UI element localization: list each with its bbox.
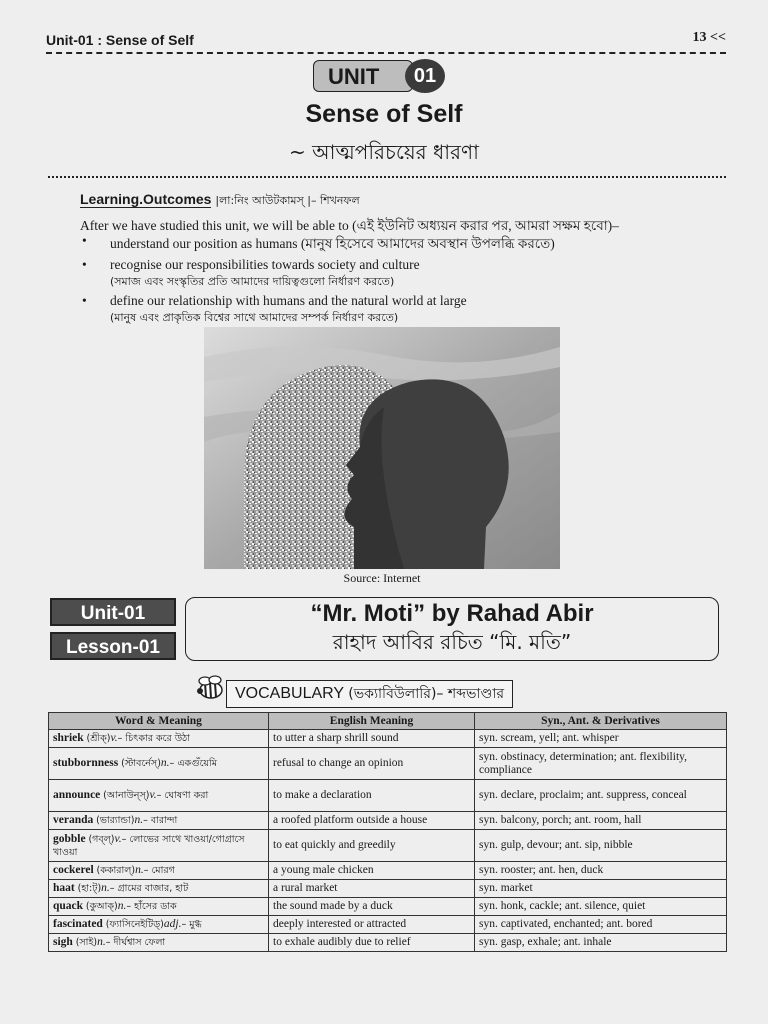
vocab-meaning-bn: – মোরগ bbox=[143, 865, 175, 876]
running-header bbox=[46, 30, 726, 56]
vocab-pron: (সাই) bbox=[75, 937, 98, 948]
word-cell bbox=[49, 812, 269, 830]
vocab-pos: n. bbox=[135, 864, 144, 876]
synonym-cell: syn. market bbox=[475, 880, 727, 898]
unit-tag: Unit-01 bbox=[50, 598, 176, 626]
vocab-meaning-bn: – হাঁসের ডাক bbox=[126, 901, 177, 912]
outcome-text: recognise our responsibilities towards society and culture bbox=[110, 257, 420, 272]
vocab-word: gobble bbox=[53, 832, 86, 845]
vocab-word: fascinated bbox=[53, 918, 103, 930]
vocab-pron: (গব্‌ল্‌) bbox=[88, 833, 115, 845]
synonym-cell: syn. gulp, devour; ant. sip, nibble bbox=[475, 830, 727, 862]
synonym-cell: syn. honk, cackle; ant. silence, quiet bbox=[475, 898, 727, 916]
bee-icon bbox=[195, 673, 225, 703]
table-row bbox=[49, 862, 727, 880]
word-cell bbox=[49, 898, 269, 916]
synonym-cell: syn. scream, yell; ant. whisper bbox=[475, 730, 727, 748]
list-item bbox=[80, 293, 680, 328]
vocab-pos: n. bbox=[117, 900, 127, 912]
word-cell bbox=[49, 916, 269, 934]
synonym-cell: syn. obstinacy, determination; ant. flexibility, compliance bbox=[475, 748, 727, 780]
vocab-meaning-bn: – ঘোষণা করা bbox=[156, 790, 209, 801]
vocabulary-table bbox=[48, 712, 727, 952]
lesson-title-box bbox=[185, 597, 719, 661]
vocab-pos: adj. bbox=[163, 918, 182, 930]
word-cell bbox=[49, 880, 269, 898]
learning-outcomes-label: Learning.Outcomes bbox=[80, 191, 212, 207]
vocab-word: shriek bbox=[53, 732, 84, 744]
column-header: English Meaning bbox=[269, 713, 475, 730]
vocab-pos: v. bbox=[114, 832, 122, 845]
vocabulary-rows bbox=[49, 730, 727, 952]
english-meaning-cell: deeply interested or attracted bbox=[269, 916, 475, 934]
list-item bbox=[80, 233, 680, 256]
lesson-tag: Lesson-01 bbox=[50, 632, 176, 660]
english-meaning-cell: refusal to change an opinion bbox=[269, 748, 475, 780]
vocab-pron: (আনাউন্‌স্‌) bbox=[103, 790, 150, 801]
english-meaning-cell: to eat quickly and greedily bbox=[269, 830, 475, 862]
learning-outcomes-heading bbox=[80, 191, 360, 211]
vocab-pos: n. bbox=[97, 936, 106, 948]
vocab-word: veranda bbox=[53, 814, 94, 826]
vocab-pron: (হা:ট্‌) bbox=[77, 883, 102, 894]
vocabulary-label: VOCABULARY bbox=[235, 685, 344, 702]
vocabulary-heading bbox=[226, 680, 513, 708]
learning-outcomes-pronunciation: |লা:নিং আউটকামস্‌ |– শিখনফল bbox=[215, 194, 360, 207]
synonym-cell: syn. captivated, enchanted; ant. bored bbox=[475, 916, 727, 934]
word-cell bbox=[49, 830, 269, 862]
learning-outcomes-intro: After we have studied this unit, we will be able to (এই ইউনিট অধ্যয়ন করার পর, আমরা সক্ষম হবো)– bbox=[80, 218, 619, 233]
head-silhouettes-illustration bbox=[204, 327, 560, 569]
learning-outcomes-list bbox=[80, 233, 680, 329]
vocab-word: stubbornness bbox=[53, 757, 119, 769]
vocab-word: haat bbox=[53, 882, 75, 894]
english-meaning-cell: to exhale audibly due to relief bbox=[269, 934, 475, 952]
unit-title-bengali: ~ আত্মপরিচয়ের ধারণা bbox=[289, 140, 479, 164]
vocab-word: announce bbox=[53, 789, 101, 801]
english-meaning-cell: a young male chicken bbox=[269, 862, 475, 880]
word-cell bbox=[49, 730, 269, 748]
section-divider bbox=[48, 176, 726, 178]
vocab-meaning-bn: – গ্রামের বাজার, হাট bbox=[109, 883, 189, 894]
table-row bbox=[49, 830, 727, 862]
unit-title: Sense of Self bbox=[305, 100, 463, 128]
unit-label: UNIT bbox=[313, 60, 413, 92]
table-header-row bbox=[49, 713, 727, 730]
table-row bbox=[49, 730, 727, 748]
vocab-pos: n. bbox=[160, 757, 170, 769]
vocab-meaning-bn: – দীর্ঘশ্বাস ফেলা bbox=[105, 937, 166, 948]
vocab-word: cockerel bbox=[53, 864, 94, 876]
outcome-text-bengali: (মানুষ এবং প্রাকৃতিক বিশ্বের সাথে আমাদের সম্পর্ক নির্ধারণ করতে) bbox=[110, 311, 399, 324]
vocab-meaning-bn: – একগুঁয়েমি bbox=[169, 758, 218, 769]
vocab-pron: (ককারাল্‌) bbox=[96, 865, 136, 876]
synonym-cell: syn. balcony, porch; ant. room, hall bbox=[475, 812, 727, 830]
image-caption: Source: Internet bbox=[343, 571, 421, 585]
english-meaning-cell: to make a declaration bbox=[269, 780, 475, 812]
unit-number: 01 bbox=[405, 59, 445, 93]
header-divider bbox=[46, 52, 726, 54]
synonym-cell: syn. gasp, exhale; ant. inhale bbox=[475, 934, 727, 952]
table-row bbox=[49, 898, 727, 916]
table-row bbox=[49, 748, 727, 780]
english-meaning-cell: a rural market bbox=[269, 880, 475, 898]
list-item bbox=[80, 257, 680, 292]
table-row bbox=[49, 934, 727, 952]
column-header: Word & Meaning bbox=[49, 713, 269, 730]
synonym-cell: syn. rooster; ant. hen, duck bbox=[475, 862, 727, 880]
bullet-icon: • bbox=[82, 233, 87, 248]
bullet-icon: • bbox=[82, 257, 87, 272]
word-cell bbox=[49, 748, 269, 780]
vocab-pron: (শ্রীক্‌) bbox=[86, 733, 111, 744]
vocab-pron: (ফ্যাসিনেইটিড্‌) bbox=[105, 919, 164, 930]
vocab-word: quack bbox=[53, 900, 84, 912]
word-cell bbox=[49, 780, 269, 812]
unit-badge bbox=[313, 60, 453, 94]
synonym-cell: syn. declare, proclaim; ant. suppress, conceal bbox=[475, 780, 727, 812]
english-meaning-cell: a roofed platform outside a house bbox=[269, 812, 475, 830]
vocabulary-label-bengali: (ভক্যাবিউলারি)– শব্দভাণ্ডার bbox=[348, 686, 505, 702]
vocab-pron: (ভার‍্যান্ডা) bbox=[96, 815, 135, 826]
bullet-icon: • bbox=[82, 293, 87, 308]
vocab-meaning-bn: – বারান্দা bbox=[143, 815, 178, 826]
vocab-pos: n. bbox=[134, 814, 144, 826]
vocab-meaning-bn: – চিৎকার করে উঠা bbox=[117, 733, 190, 744]
english-meaning-cell: the sound made by a duck bbox=[269, 898, 475, 916]
outcome-text: define our relationship with humans and the natural world at large bbox=[110, 293, 467, 308]
table-row bbox=[49, 916, 727, 934]
column-header: Syn., Ant. & Derivatives bbox=[475, 713, 727, 730]
lesson-title-bengali: রাহাদ আবির রচিত “মি. মতি” bbox=[332, 630, 572, 654]
vocab-pron: (স্টাবর্নেস্‌) bbox=[121, 758, 161, 769]
lesson-title: “Mr. Moti” by Rahad Abir bbox=[310, 600, 594, 627]
outcome-text-bengali: (সমাজ এবং সংস্কৃতির প্রতি আমাদের দায়িত্বগুলো নির্ধারণ করতে) bbox=[110, 275, 395, 288]
running-title: Unit-01 : Sense of Self bbox=[46, 32, 194, 48]
vocab-meaning-bn: – মুগ্ধ bbox=[181, 919, 202, 930]
page-number: 13 << bbox=[692, 30, 726, 45]
word-cell bbox=[49, 934, 269, 952]
vocab-pos: v. bbox=[110, 732, 118, 744]
vocab-pos: n. bbox=[101, 882, 110, 894]
vocab-meaning-bn: – লোভের সাথে খাওয়া/গোগ্রাসে খাওয়া bbox=[53, 833, 245, 858]
table-row bbox=[49, 780, 727, 812]
vocab-pos: v. bbox=[149, 789, 157, 801]
vocab-word: sigh bbox=[53, 936, 73, 948]
english-meaning-cell: to utter a sharp shrill sound bbox=[269, 730, 475, 748]
word-cell bbox=[49, 862, 269, 880]
table-row bbox=[49, 880, 727, 898]
table-row bbox=[49, 812, 727, 830]
vocab-pron: (কুআক্‌) bbox=[85, 901, 118, 912]
outcome-text: understand our position as humans (মানুষ হিসেবে আমাদের অবস্থান উপলব্ধি করতে) bbox=[110, 236, 555, 251]
